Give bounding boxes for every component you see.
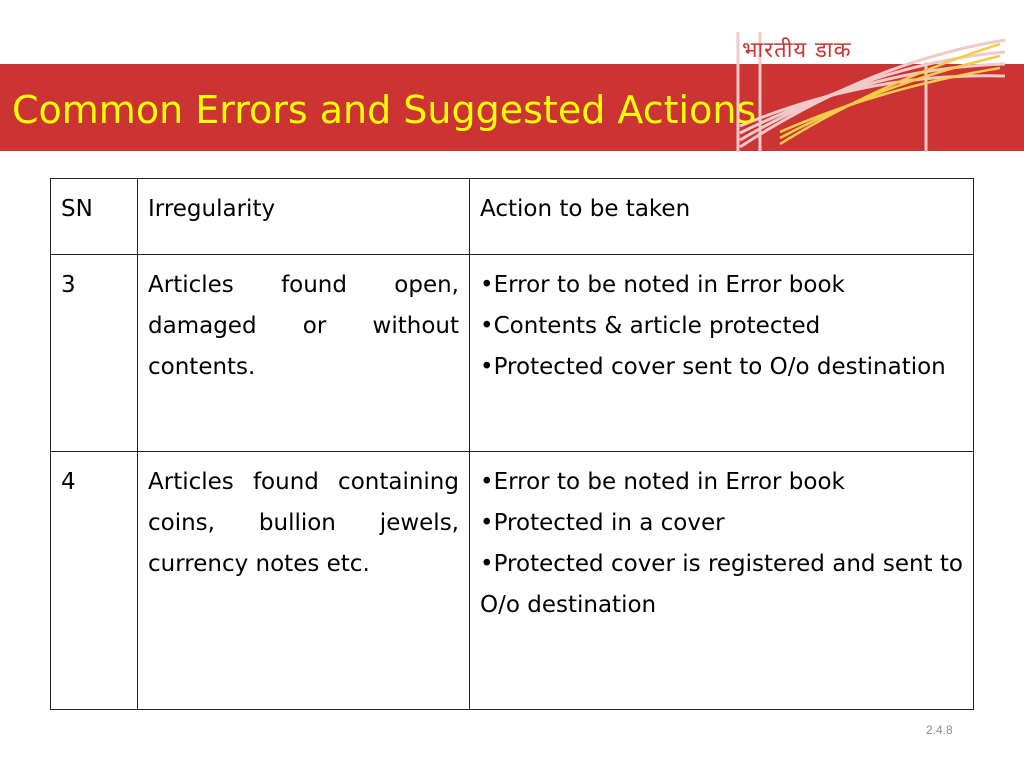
logo-text: भारतीय डाक [742,38,852,63]
action-item: • Error to be noted in Error book [480,265,963,306]
action-item: • Protected in a cover [480,503,963,544]
cell-sn: 3 [51,255,138,452]
slide-number: 2.4.8 [926,723,953,737]
errors-table [50,178,974,710]
header-sn: SN [51,179,138,255]
action-list [480,462,963,626]
cell-irregularity: Articles found open, damaged or without contents. [138,255,470,452]
slide-title: Common Errors and Suggested Actions [12,88,757,132]
action-item: • Protected cover is registered and sent to O/o destination [480,544,963,626]
action-item: • Protected cover sent to O/o destination [480,347,963,388]
table-row [51,255,974,452]
cell-irregularity: Articles found containing coins, bullion jewels, currency notes etc. [138,452,470,710]
table-header-row [51,179,974,255]
header-irregularity: Irregularity [138,179,470,255]
cell-actions [470,255,974,452]
action-list [480,265,963,388]
action-item: • Contents & article protected [480,306,963,347]
cell-actions [470,452,974,710]
header-action: Action to be taken [470,179,974,255]
table-row [51,452,974,710]
cell-sn: 4 [51,452,138,710]
action-item: • Error to be noted in Error book [480,462,963,503]
